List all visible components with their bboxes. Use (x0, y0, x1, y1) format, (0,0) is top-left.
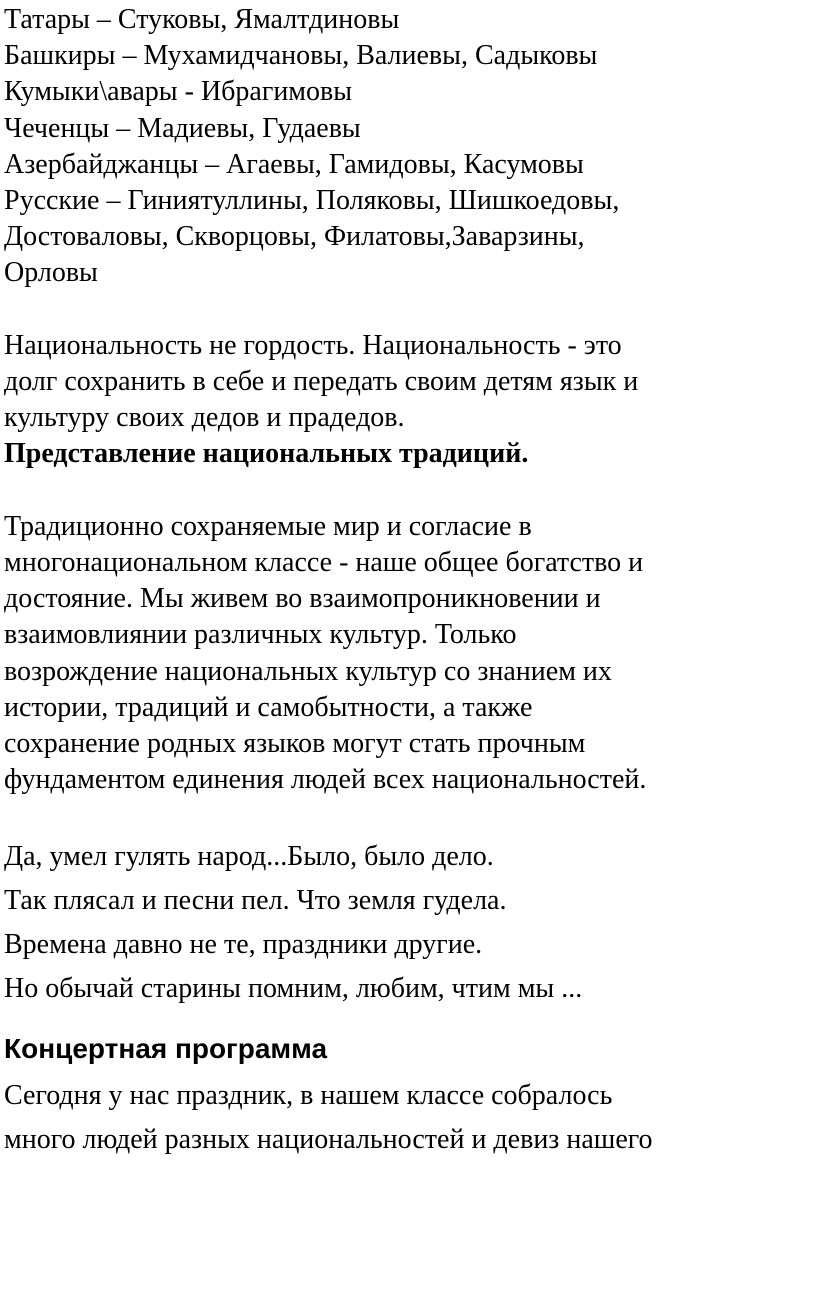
nationality-paragraph-line: культуру своих дедов и прадедов. (4, 402, 405, 434)
blank-line (4, 292, 812, 328)
surname-line: Орловы (4, 257, 98, 289)
traditions-paragraph-line: сохранение родных языков могут стать прочным (4, 728, 586, 760)
surname-line: Татары – Стуковы, Ямалтдиновы (4, 4, 400, 35)
surname-line: Азербайджанцы – Агаевы, Гамидовы, Касумовы (4, 148, 584, 180)
surname-line: Башкиры – Мухамидчановы, Валиевы, Садыковы (4, 40, 598, 72)
concert-paragraph-line: Сегодня у нас праздник, в нашем классе собралось (4, 1080, 613, 1112)
poem-line: Так плясал и песни пел. Что земля гудела. (4, 884, 507, 916)
traditions-paragraph-line: фундаментом единения людей всех национальностей. (4, 764, 647, 796)
surname-line: Кумыки\авары - Ибрагимовы (4, 76, 353, 108)
poem-line: Времена давно не те, праздники другие. (4, 929, 483, 961)
surname-line: Русские – Гиниятуллины, Поляковы, Шишкоедовы, (4, 185, 620, 217)
traditions-paragraph-line: многонациональном классе - наше общее богатство и (4, 547, 644, 579)
nationality-paragraph-line: долг сохранить в себе и передать своим детям язык и (4, 366, 639, 398)
poem-line: Да, умел гулять народ...Было, было дело. (4, 840, 494, 872)
surnames-block (4, 2, 812, 835)
concert-heading: Концертная программа (4, 1033, 328, 1065)
nationality-paragraph-line: Национальность не гордость. Национальность - это (4, 329, 622, 361)
traditions-heading: Представление национальных традиций. (4, 438, 529, 470)
traditions-paragraph-line: Традиционно сохраняемые мир и согласие в (4, 510, 532, 542)
concert-paragraph-line: много людей разных национальностей и девиз нашего (4, 1124, 653, 1156)
traditions-paragraph-line: взаимовлиянии различных культур. Только (4, 619, 517, 651)
blank-line (4, 473, 812, 509)
document-page (4, 2, 812, 1162)
poem-block (4, 835, 812, 1012)
surname-line: Чеченцы – Мадиевы, Гудаевы (4, 112, 361, 144)
traditions-paragraph-line: достояние. Мы живем во взаимопроникновении и (4, 583, 601, 615)
poem-line: Но обычай старины помним, любим, чтим мы ... (4, 973, 583, 1005)
blank-line (4, 798, 812, 834)
traditions-paragraph-line: истории, традиций и самобытности, а также (4, 691, 533, 723)
concert-paragraph (4, 1074, 812, 1162)
surname-line: Достоваловы, Скворцовы, Филатовы,Заварзины, (4, 221, 585, 253)
traditions-paragraph-line: возрождение национальных культур со знанием их (4, 655, 612, 687)
